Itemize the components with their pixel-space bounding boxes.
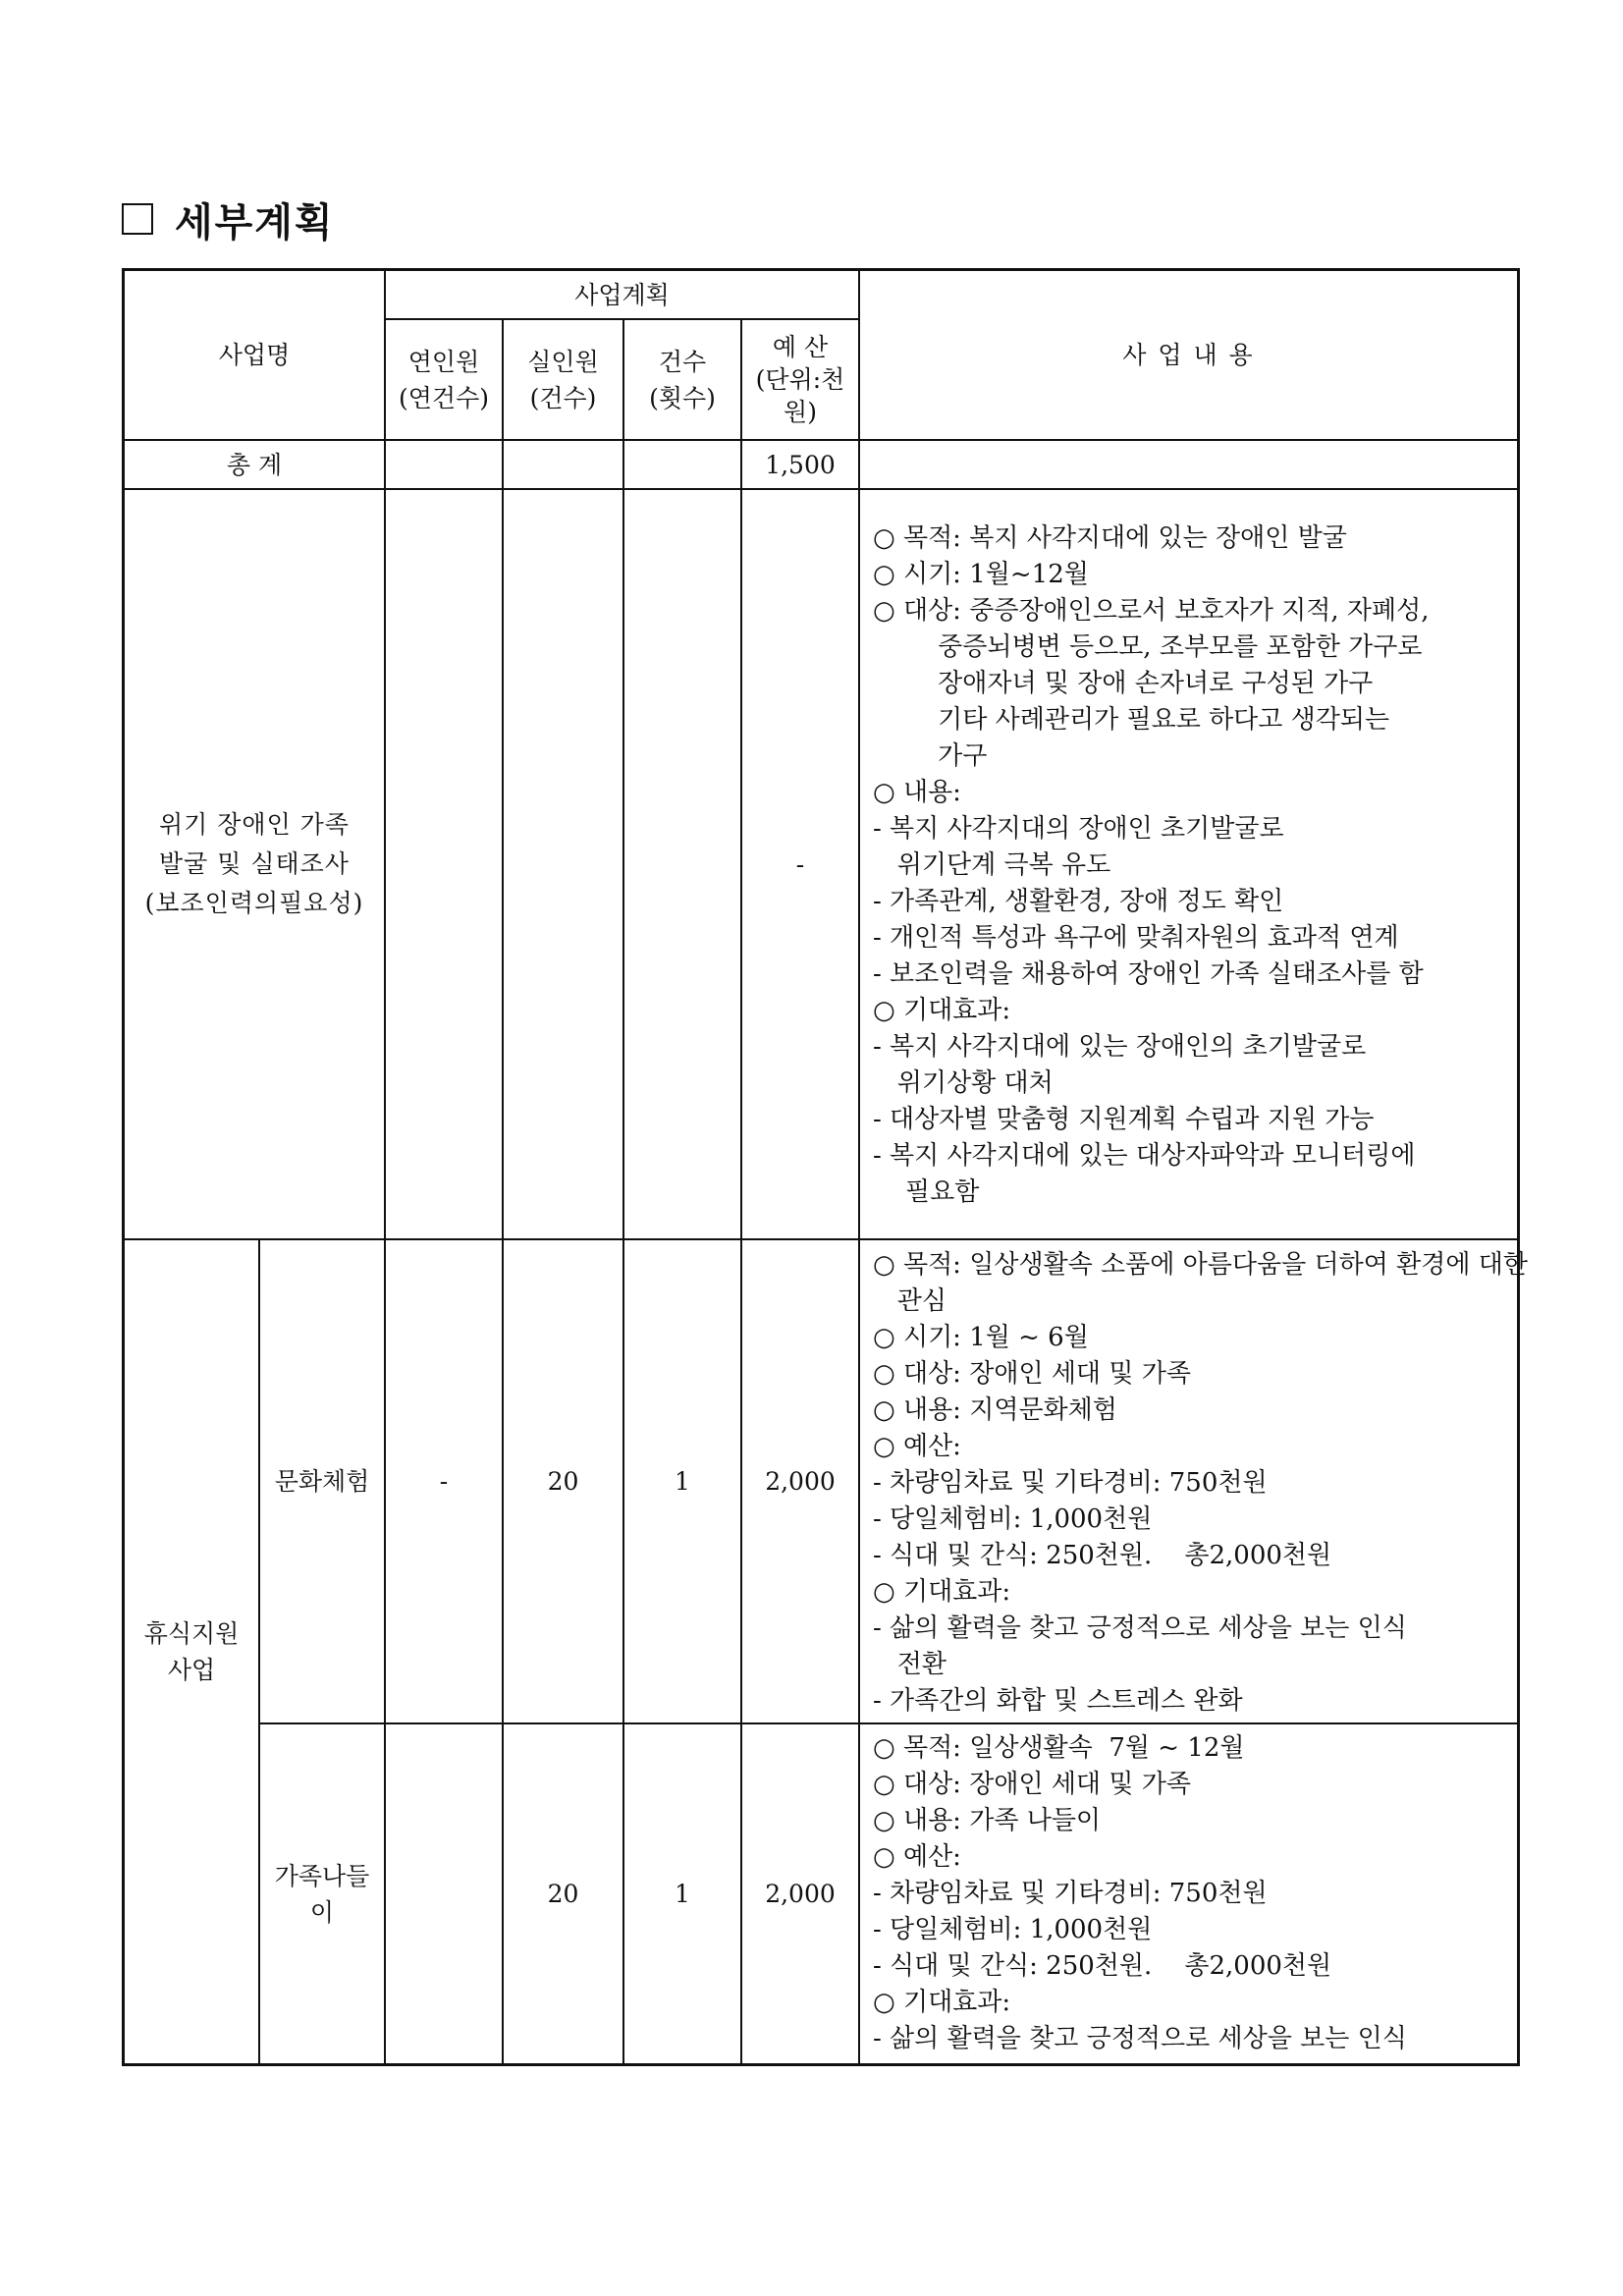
content-line: ○ 예산: — [873, 1842, 961, 1872]
content-line: 가구 — [873, 741, 988, 771]
header-col-count: 건수 (횟수) — [649, 347, 716, 412]
sub1-budget: 2,000 — [765, 1467, 836, 1496]
content-line: ○ 기대효과: — [873, 1577, 1011, 1607]
total-label: 총 계 — [226, 450, 283, 479]
content-line: - 삶의 활력을 찾고 긍정적으로 세상을 보는 인식 — [873, 1613, 1407, 1643]
sub2-budget: 2,000 — [765, 1880, 836, 1908]
content-line: ○ 시기: 1월 ~ 6월 — [873, 1323, 1089, 1352]
sub2-count: 1 — [675, 1880, 690, 1908]
content-line: - 개인적 특성과 욕구에 맞춰자원의 효과적 연계 — [873, 923, 1399, 953]
header-col-budget: 예 산 (단위:천 원) — [755, 333, 845, 426]
content-line: 중증뇌병변 등으모, 조부모를 포함한 가구로 — [873, 632, 1423, 662]
content-line: ○ 내용: — [873, 778, 961, 807]
content-line: - 차량임차료 및 기타경비: 750천원 — [873, 1468, 1268, 1498]
content-line: - 식대 및 간식: 250천원. 총2,000천원 — [873, 1541, 1332, 1570]
section-title — [122, 192, 335, 246]
content-line: - 복지 사각지대에 있는 대상자파악과 모니터링에 — [873, 1141, 1416, 1171]
content-line: - 차량임차료 및 기타경비: 750천원 — [873, 1879, 1268, 1908]
content-line: - 복지 사각지대의 장애인 초기발굴로 — [873, 814, 1284, 844]
content-line: 위기상황 대처 — [873, 1068, 1054, 1098]
content-line: - 가족관계, 생활환경, 장애 정도 확인 — [873, 887, 1284, 916]
sub1-actual: 20 — [547, 1467, 579, 1496]
content-line: 기타 사례관리가 필요로 하다고 생각되는 — [873, 705, 1390, 735]
content-line: ○ 내용: 가족 나들이 — [873, 1806, 1102, 1835]
section-title-text: 세부계획 — [175, 199, 335, 246]
sub1-name: 문화체험 — [274, 1467, 370, 1496]
plan-table — [122, 268, 1528, 2066]
row1-content — [873, 520, 1430, 1211]
sub2-actual: 20 — [547, 1880, 579, 1908]
checkbox-square-icon — [122, 203, 153, 235]
content-line: 관심 — [873, 1286, 947, 1316]
content-line: - 가족간의 화합 및 스트레스 완화 — [873, 1686, 1243, 1716]
content-line: - 당일체험비: 1,000천원 — [873, 1504, 1153, 1534]
content-line: - 당일체험비: 1,000천원 — [873, 1915, 1153, 1944]
content-line: ○ 목적: 일상생활속 소품에 아름다움을 더하여 환경에 대한 — [873, 1250, 1528, 1280]
content-line: ○ 대상: 장애인 세대 및 가족 — [873, 1770, 1191, 1799]
sub-row-divider — [258, 1722, 1517, 1724]
content-line: ○ 목적: 일상생활속 7월 ~ 12월 — [873, 1733, 1245, 1763]
content-line: - 대상자별 맞춤형 지원계획 수립과 지원 가능 — [873, 1105, 1375, 1134]
header-business-name: 사업명 — [218, 341, 291, 369]
sub2-name: 가족나들 이 — [274, 1861, 370, 1927]
header-content: 사 업 내 용 — [1122, 341, 1255, 369]
content-line: ○ 기대효과: — [873, 1988, 1011, 2017]
content-line: - 식대 및 간식: 250천원. 총2,000천원 — [873, 1951, 1332, 1981]
row1-name: 위기 장애인 가족 발굴 및 실태조사 (보조인력의필요성) — [144, 810, 364, 917]
content-line: 위기단계 극복 유도 — [873, 850, 1111, 880]
content-line: - 복지 사각지대에 있는 장애인의 초기발굴로 — [873, 1032, 1367, 1062]
sub2-content — [873, 1730, 1407, 2057]
header-plan-group: 사업계획 — [574, 280, 670, 309]
content-line: 전환 — [873, 1650, 947, 1679]
total-budget: 1,500 — [765, 450, 836, 479]
content-line: 필요함 — [873, 1177, 980, 1207]
sub1-count: 1 — [675, 1467, 690, 1496]
col-line-5 — [858, 271, 860, 2063]
content-line: 장애자녀 및 장애 손자녀로 구성된 가구 — [873, 669, 1374, 698]
group-name: 휴식지원 사업 — [143, 1619, 240, 1684]
sub1-content — [873, 1247, 1528, 1720]
content-line: ○ 대상: 장애인 세대 및 가족 — [873, 1359, 1191, 1389]
content-line: ○ 목적: 복지 사각지대에 있는 장애인 발굴 — [873, 523, 1347, 553]
content-line: ○ 기대효과: — [873, 996, 1011, 1025]
content-line: - 보조인력을 채용하여 장애인 가족 실태조사를 함 — [873, 959, 1424, 989]
content-line: ○ 대상: 중증장애인으로서 보호자가 지적, 자폐성, — [873, 596, 1430, 626]
content-line: - 삶의 활력을 찾고 긍정적으로 세상을 보는 인식 — [873, 2024, 1407, 2053]
row1-budget: - — [795, 849, 805, 879]
content-line: ○ 예산: — [873, 1432, 961, 1461]
sub1-annual: - — [439, 1467, 449, 1496]
content-line: ○ 시기: 1월~12월 — [873, 560, 1089, 589]
col-line-1 — [384, 271, 386, 2063]
content-line: ○ 내용: 지역문화체험 — [873, 1395, 1117, 1425]
header-col-actual: 실인원 (건수) — [527, 347, 599, 412]
header-col-annual: 연인원 (연건수) — [399, 347, 489, 412]
